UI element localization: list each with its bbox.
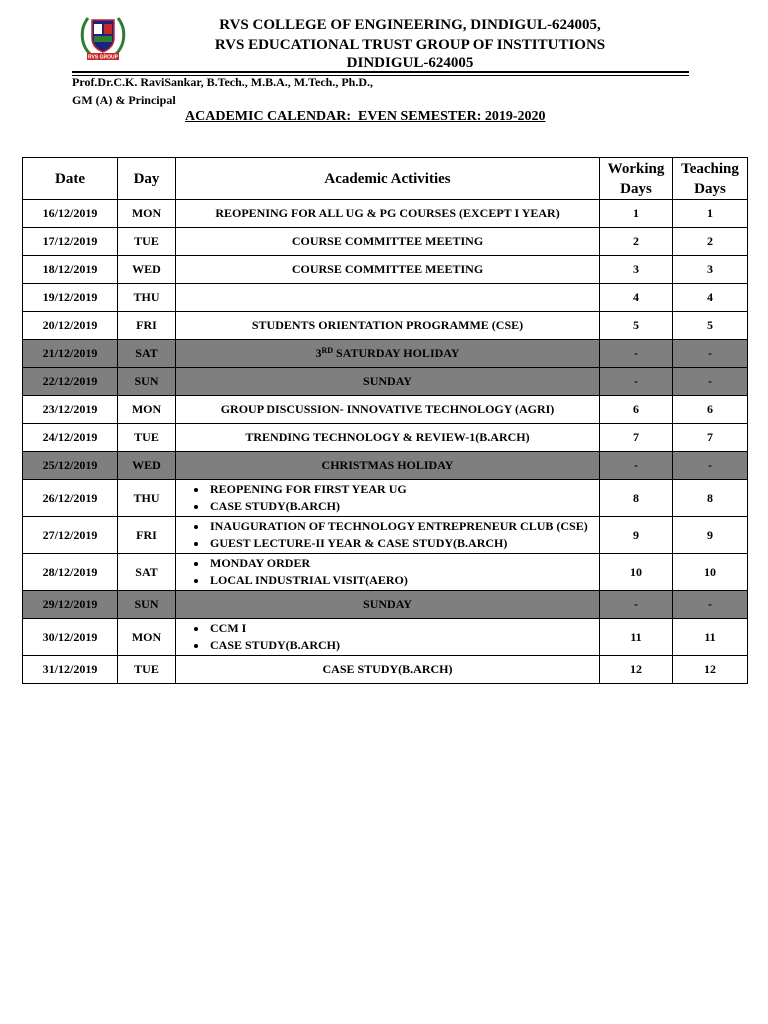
teaching-days-cell: 10 [673,554,748,591]
holiday-label: SATURDAY HOLIDAY [333,346,460,360]
date-cell: 28/12/2019 [23,554,118,591]
table-row [23,312,748,340]
activities-cell [176,340,600,368]
date-cell: 25/12/2019 [23,452,118,480]
activities-cell [176,554,600,591]
table-row [23,619,748,656]
activities-cell: CHRISTMAS HOLIDAY [176,452,600,480]
column-header-working-days: Working Days [600,158,673,200]
activity-list [186,481,595,515]
table-row [23,396,748,424]
date-cell: 23/12/2019 [23,396,118,424]
teaching-days-cell: - [673,368,748,396]
working-days-cell: 6 [600,396,673,424]
logo-text: RVS GROUP [88,54,118,61]
date-cell: 31/12/2019 [23,656,118,684]
date-cell: 27/12/2019 [23,517,118,554]
table-row [23,284,748,312]
date-cell: 26/12/2019 [23,480,118,517]
teaching-days-cell: 6 [673,396,748,424]
activity-item: • CCM I [208,620,595,637]
wreath-right-icon [116,18,124,54]
table-header-row [23,158,748,200]
day-cell: SAT [118,554,176,591]
column-header-date: Date [23,158,118,200]
day-cell: THU [118,480,176,517]
activities-cell: GROUP DISCUSSION- INNOVATIVE TECHNOLOGY (AGRI) [176,396,600,424]
table-row [23,452,748,480]
table-row [23,368,748,396]
table-row [23,228,748,256]
day-cell: FRI [118,517,176,554]
activity-item: • REOPENING FOR FIRST YEAR UG [208,481,595,498]
day-cell: WED [118,452,176,480]
working-days-cell: - [600,591,673,619]
teaching-days-cell: 1 [673,200,748,228]
teaching-days-cell: 7 [673,424,748,452]
working-days-cell: 5 [600,312,673,340]
day-cell: WED [118,256,176,284]
activities-cell: CASE STUDY(B.ARCH) [176,656,600,684]
teaching-days-cell: - [673,452,748,480]
activity-list [186,555,595,589]
day-cell: FRI [118,312,176,340]
calendar-rows [23,200,748,684]
table-row [23,554,748,591]
working-days-cell: 3 [600,256,673,284]
date-cell: 19/12/2019 [23,284,118,312]
table-row [23,256,748,284]
teaching-days-cell: 3 [673,256,748,284]
academic-calendar-table [22,157,748,684]
working-days-cell: 8 [600,480,673,517]
teaching-days-cell: - [673,591,748,619]
day-cell: MON [118,619,176,656]
table-row [23,517,748,554]
date-cell: 30/12/2019 [23,619,118,656]
date-cell: 18/12/2019 [23,256,118,284]
table-row [23,424,748,452]
working-days-cell: 7 [600,424,673,452]
trust-name: RVS EDUCATIONAL TRUST GROUP OF INSTITUTIONS [214,37,606,53]
day-cell: SAT [118,340,176,368]
working-days-cell: 1 [600,200,673,228]
date-cell: 29/12/2019 [23,591,118,619]
activities-cell [176,284,600,312]
activities-cell: STUDENTS ORIENTATION PROGRAMME (CSE) [176,312,600,340]
activities-cell: TRENDING TECHNOLOGY & REVIEW-1(B.ARCH) [176,424,600,452]
date-cell: 20/12/2019 [23,312,118,340]
day-cell: TUE [118,656,176,684]
day-cell: SUN [118,368,176,396]
activities-cell: SUNDAY [176,368,600,396]
working-days-cell: - [600,368,673,396]
activity-list [186,518,595,552]
day-cell: TUE [118,228,176,256]
teaching-days-cell: 4 [673,284,748,312]
working-days-cell: 11 [600,619,673,656]
header-divider [72,71,689,73]
principal-title: GM (A) & Principal [72,93,176,107]
date-cell: 21/12/2019 [23,340,118,368]
day-cell: TUE [118,424,176,452]
activity-item: • MONDAY ORDER [208,555,595,572]
working-days-cell: 4 [600,284,673,312]
activity-item: • GUEST LECTURE-II YEAR & CASE STUDY(B.ARCH) [208,535,595,552]
working-days-cell: 2 [600,228,673,256]
teaching-days-cell: - [673,340,748,368]
principal-name: Prof.Dr.C.K. RaviSankar, B.Tech., M.B.A., M.Tech., Ph.D., [72,75,374,89]
date-cell: 17/12/2019 [23,228,118,256]
ordinal-number: 3 [315,346,322,360]
column-header-activities: Academic Activities [176,158,600,200]
activities-cell: SUNDAY [176,591,600,619]
ordinal-suffix: RD [321,346,334,355]
table-row [23,480,748,517]
table-row [23,340,748,368]
day-cell: MON [118,396,176,424]
day-cell: THU [118,284,176,312]
teaching-days-cell: 11 [673,619,748,656]
teaching-days-cell: 12 [673,656,748,684]
activity-item: • LOCAL INDUSTRIAL VISIT(AERO) [208,572,595,589]
activities-cell [176,480,600,517]
activity-list [186,620,595,654]
table-row [23,656,748,684]
day-cell: SUN [118,591,176,619]
activities-cell: REOPENING FOR ALL UG & PG COURSES (EXCEPT I YEAR) [176,200,600,228]
day-cell: MON [118,200,176,228]
college-location: DINDIGUL-624005 [346,55,474,71]
calendar-title: ACADEMIC CALENDAR: EVEN SEMESTER: 2019-2020 [185,109,546,124]
teaching-days-cell: 8 [673,480,748,517]
activities-cell: COURSE COMMITTEE MEETING [176,228,600,256]
working-days-cell: 12 [600,656,673,684]
date-cell: 24/12/2019 [23,424,118,452]
activities-cell [176,517,600,554]
college-name: RVS COLLEGE OF ENGINEERING, DINDIGUL-624005, [219,17,601,33]
working-days-cell: 9 [600,517,673,554]
working-days-cell: 10 [600,554,673,591]
teaching-days-cell: 9 [673,517,748,554]
date-cell: 16/12/2019 [23,200,118,228]
table-row [23,200,748,228]
working-days-cell: - [600,452,673,480]
activities-cell [176,619,600,656]
activities-cell: COURSE COMMITTEE MEETING [176,256,600,284]
table-row [23,591,748,619]
date-cell: 22/12/2019 [23,368,118,396]
activity-item: • INAUGURATION OF TECHNOLOGY ENTREPRENEUR CLUB (CSE) [208,518,595,535]
wreath-left-icon [82,18,90,54]
column-header-teaching-days: Teaching Days [673,158,748,200]
teaching-days-cell: 5 [673,312,748,340]
college-crest-logo [78,12,128,64]
activity-item: • CASE STUDY(B.ARCH) [208,498,595,515]
activity-item: • CASE STUDY(B.ARCH) [208,637,595,654]
working-days-cell: - [600,340,673,368]
column-header-day: Day [118,158,176,200]
teaching-days-cell: 2 [673,228,748,256]
